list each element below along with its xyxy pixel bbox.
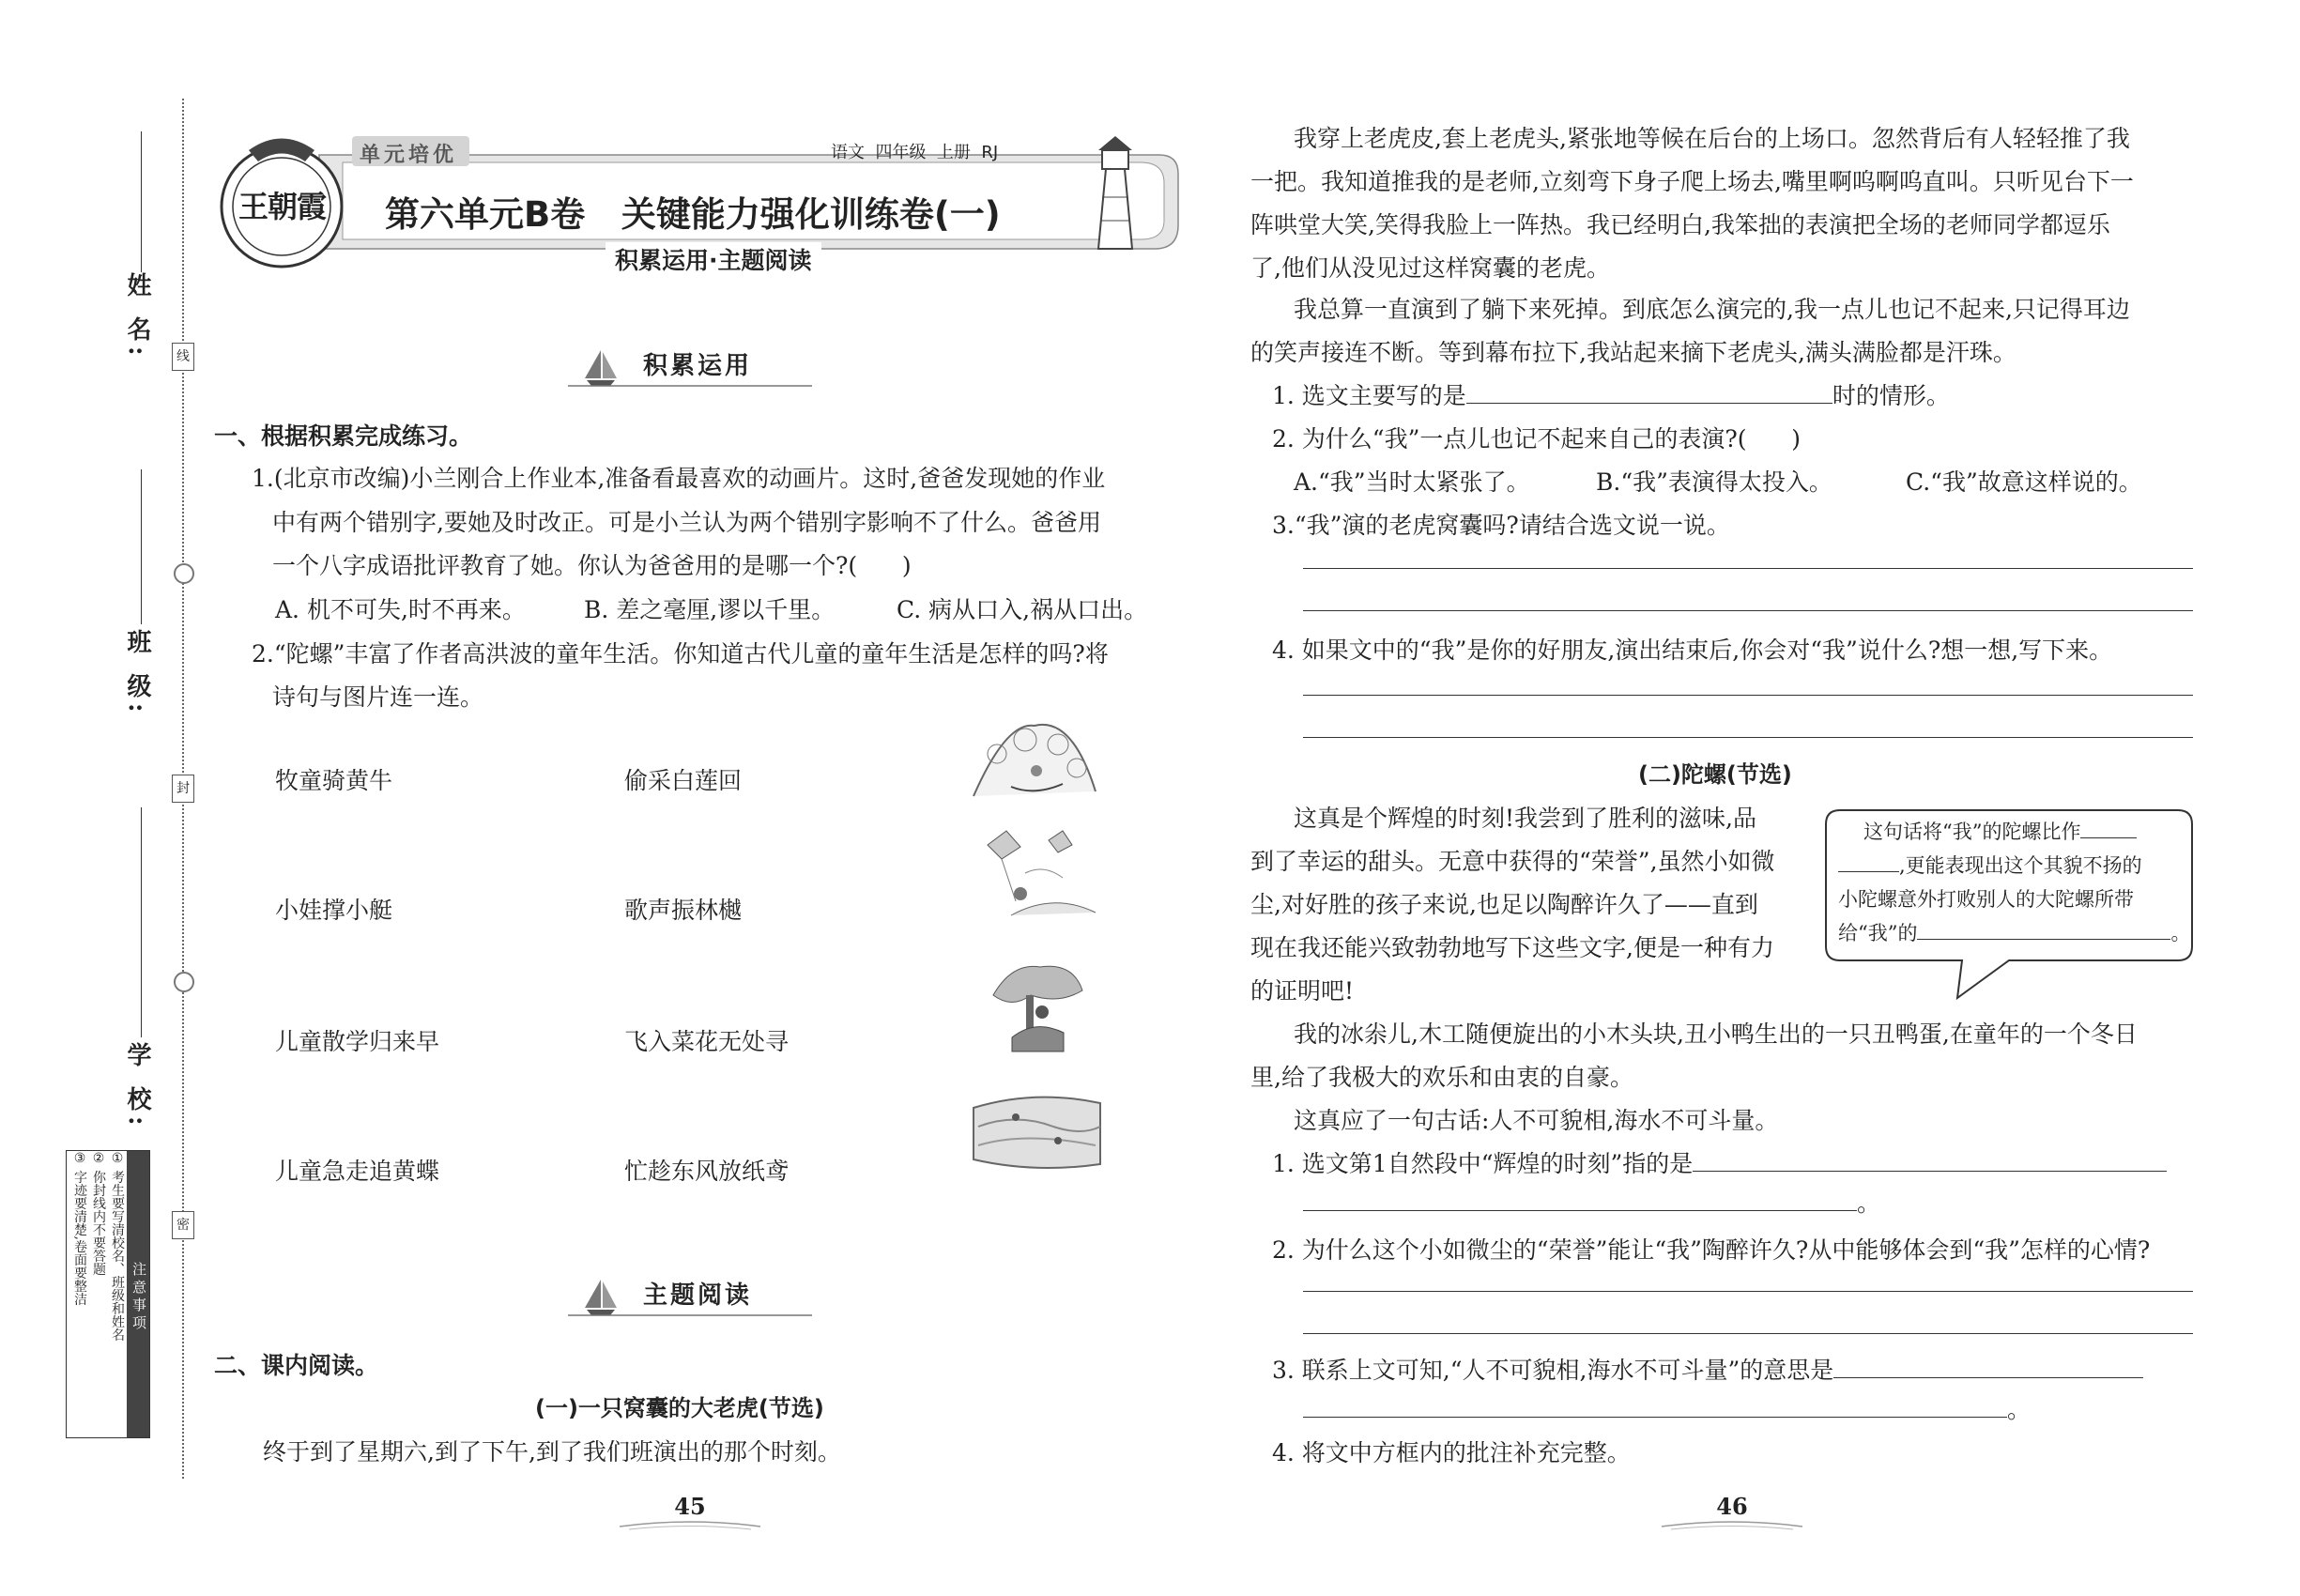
p1-q2-option-b[interactable]: B.“我”表演得太投入。 [1596,468,1832,496]
part1-heading: 一、根据积累完成练习。 [214,422,473,450]
school-label: 学 校: [123,1042,151,1131]
cut-mark-xian: 线 [172,343,194,371]
p2-q4: 4. 将文中方框内的批注补充完整。 [1272,1439,1631,1466]
passage2-line: 里,给了我极大的欢乐和由衷的自豪。 [1250,1064,1633,1091]
section-banner-reading [568,1272,812,1319]
answer-line[interactable] [1303,610,2193,611]
p1-q1-text: 1. 选文主要写的是 [1272,382,1466,409]
annotation-line: ,更能表现出这个其貌不扬的 [1838,851,2142,879]
match-left-item[interactable]: 儿童散学归来早 [275,1028,440,1055]
passage1-paragraph: 了,他们从没见过这样窝囊的老虎。 [1250,254,1610,282]
p2-q1-continuation: 。 [1303,1185,1880,1219]
q1-line: 中有两个错别字,要她及时改正。可是小兰认为两个错别字影响不了什么。爸爸用 [272,509,1101,536]
passage1-paragraph: 我总算一直演到了躺下来死掉。到底怎么演完的,我一点儿也记不起来,只记得耳边 [1294,296,2130,323]
p1-q2: 2. 为什么“我”一点儿也记不起来自己的表演?( ) [1272,425,1801,453]
brand-logo-text: 王朝霞 [238,189,326,224]
school-field[interactable] [141,807,142,1037]
passage2-line: 尘,对好胜的孩子来说,也足以陶醉许久了——直到 [1250,891,1758,918]
header-banner [211,131,1188,272]
passage2-line: 这真是个辉煌的时刻!我尝到了胜利的滋味,品 [1294,805,1756,832]
passage1-paragraph: 一把。我知道推我的是老师,立刻弯下身子爬上场去,嘴里啊呜啊呜直叫。只听见台下一 [1250,168,2134,195]
passage1-title: (一)一只窝囊的大老虎(节选) [535,1395,824,1421]
passage2-line: 到了幸运的甜头。无意中获得的“荣誉”,虽然小如微 [1250,848,1775,875]
passage2-title: (二)陀螺(节选) [1638,761,1792,788]
page-number: 45 [674,1493,706,1520]
notice-box [66,1150,150,1438]
illustration-herdboy-ox[interactable] [984,958,1092,1056]
p2-q1 [1272,1145,2167,1179]
binding-ring-icon [174,972,194,992]
passage1-paragraph: 我穿上老虎皮,套上老虎头,紧张地等候在后台的上场口。忽然背后有人轻轻推了我 [1294,125,2130,152]
annotation-bubble [1821,806,2197,1003]
match-right-item[interactable]: 偷采白莲回 [624,767,743,794]
p1-q3: 3.“我”演的老虎窝囊吗?请结合选文说一说。 [1272,512,1730,539]
passage1-start: 终于到了星期六,到了下午,到了我们班演出的那个时刻。 [263,1438,841,1466]
q2-line: 诗句与图片连一连。 [272,683,484,711]
p2-q3-answer-blank-2[interactable] [1303,1396,2007,1418]
match-right-item[interactable]: 歌声振林樾 [624,897,743,924]
grade-meta: 语文 四年级 上册 RJ [831,143,999,162]
passage2-line: 这真应了一句古话:人不可貌相,海水不可斗量。 [1294,1107,1779,1134]
match-left-item[interactable]: 小娃撑小艇 [275,897,393,924]
page-number-right [1652,1493,1812,1533]
cut-mark-feng: 封 [172,775,194,803]
section-banner-text: 积累运用 [643,352,753,380]
annotation-line: 给“我”的 。 [1838,922,2191,944]
lighthouse-icon [1070,131,1155,257]
section-banner-text: 主题阅读 [643,1281,753,1310]
p2-q3-text: 3. 联系上文可知,“人不可貌相,海水不可斗量”的意思是 [1272,1357,1834,1384]
annotation-line: 这句话将“我”的陀螺比作 [1863,817,2137,845]
q1-option-b[interactable]: B. 差之毫厘,谬以千里。 [584,596,836,623]
q2-line: 2.“陀螺”丰富了作者高洪波的童年生活。你知道古代儿童的童年生活是怎样的吗?将 [252,640,1109,668]
p2-q3-continuation: 。 [1303,1391,2031,1425]
p2-q1-answer-blank-2[interactable] [1303,1189,1857,1211]
p2-q1-text: 1. 选文第1自然段中“辉煌的时刻”指的是 [1272,1150,1694,1177]
p2-q3 [1272,1352,2143,1386]
passage2-line: 我的冰尜儿,木工随便旋出的小木头块,丑小鸭生出的一只丑鸭蛋,在童年的一个冬日 [1294,1021,2138,1048]
match-right-item[interactable]: 飞入菜花无处寻 [624,1028,790,1055]
notice-item: ① 考生要写清校名、班级和姓名 [110,1151,125,1342]
p1-q2-option-c[interactable]: C.“我”故意这样说的。 [1906,468,2142,496]
class-label: 班 级: [123,629,151,718]
answer-line[interactable] [1303,1291,2193,1292]
part2-heading: 二、课内阅读。 [214,1352,379,1379]
annotation-blank-1[interactable] [2080,821,2137,838]
passage1-paragraph: 的笑声接连不断。等到幕布拉下,我站起来摘下老虎头,满头满脸都是汗珠。 [1250,339,2016,366]
illustration-butterfly-field[interactable] [969,1089,1105,1174]
binding-ring-icon [174,563,194,584]
p2-q1-answer-blank[interactable] [1693,1150,2167,1172]
passage1-paragraph: 阵哄堂大笑,笑得我脸上一阵热。我已经明白,我笨拙的表演把全场的老师同学都逗乐 [1250,211,2110,238]
page-number-left [610,1493,770,1533]
page-number: 46 [1716,1493,1748,1520]
brand-logo [211,131,352,272]
name-label: 姓 名: [123,272,151,361]
p1-q1-answer-blank[interactable] [1466,382,1832,404]
annotation-blank-3[interactable] [1917,922,2170,940]
answer-line[interactable] [1303,737,2193,738]
passage2-line: 现在我还能兴致勃勃地写下这些文字,便是一种有力 [1250,934,1774,961]
q1-option-a[interactable]: A. 机不可失,时不再来。 [275,596,526,623]
answer-line[interactable] [1303,568,2193,569]
match-right-item[interactable]: 忙趁东风放纸鸢 [624,1158,790,1185]
series-label: 单元培优 [360,144,458,167]
p1-q2-option-a[interactable]: A.“我”当时太紧张了。 [1294,468,1530,496]
class-field[interactable] [141,469,142,624]
notice-item: ③ 字迹要清楚,卷面要整洁 [72,1151,87,1306]
match-left-item[interactable]: 儿童急走追黄蝶 [275,1158,440,1185]
p2-q2: 2. 为什么这个小如微尘的“荣誉”能让“我”陶醉许久?从中能够体会到“我”怎样的心情? [1272,1236,2151,1264]
name-field[interactable] [141,131,142,272]
p2-q3-answer-blank[interactable] [1833,1357,2143,1378]
notice-title: 注意事项 [127,1151,149,1437]
p1-q4: 4. 如果文中的“我”是你的好朋友,演出结束后,你会对“我”说什么?想一想,写下来。 [1272,637,2113,664]
illustration-kite-flying[interactable] [969,826,1100,920]
answer-line[interactable] [1303,695,2193,696]
q1-line: 1.(北京市改编)小兰刚合上作业本,准备看最喜欢的动画片。这时,爸爸发现她的作业 [252,465,1106,492]
annotation-blank-2[interactable] [1838,854,1899,872]
passage2-line: 的证明吧! [1250,977,1355,1005]
notice-item: ② 你封线内不要答题 [91,1151,106,1276]
match-left-item[interactable]: 牧童骑黄牛 [275,767,393,794]
page-subtitle: 积累运用·主题阅读 [606,242,821,276]
q1-line: 一个八字成语批评教育了她。你认为爸爸用的是哪一个?( ) [272,552,912,579]
answer-line[interactable] [1303,1333,2193,1334]
q1-option-c[interactable]: C. 病从口入,祸从口出。 [897,596,1148,623]
illustration-lotus-boat[interactable] [969,716,1100,803]
cut-mark-mi: 密 [172,1211,194,1239]
p1-q1 [1272,377,1950,411]
annotation-line: 小陀螺意外打败别人的大陀螺所带 [1838,888,2134,911]
page-title: 第六单元B卷 关键能力强化训练卷(一) [385,194,1001,235]
p1-q1-text-after: 时的情形。 [1832,382,1950,409]
section-banner-accumulate [568,343,812,390]
